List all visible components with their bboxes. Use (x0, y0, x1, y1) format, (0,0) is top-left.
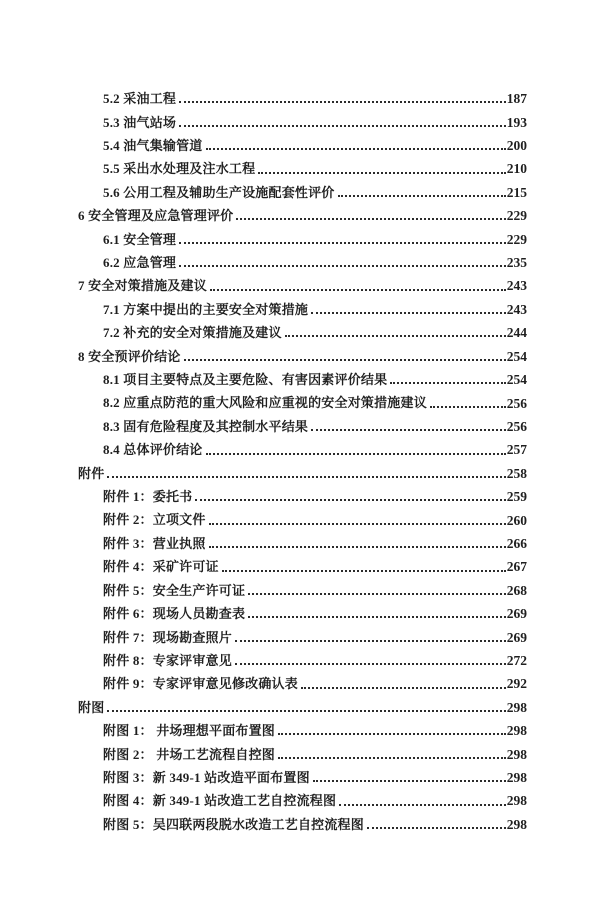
toc-entry-page-number: 292 (506, 676, 527, 692)
toc-entry (78, 248, 527, 271)
toc-entry (78, 107, 527, 130)
toc-entry (78, 435, 527, 458)
toc-entry-label: 8.1 项目主要特点及主要危险、有害因素评价结果 (103, 372, 388, 388)
dot-leader (313, 780, 506, 782)
toc-entry-page-number: 267 (506, 559, 527, 575)
dot-leader (248, 593, 506, 595)
toc-entry-label: 8.3 固有危险程度及其控制水平结果 (103, 418, 309, 434)
dot-leader (184, 359, 506, 361)
toc-entry-label: 8.4 总体评价结论 (103, 442, 203, 458)
dot-leader (285, 335, 506, 337)
dot-leader (278, 733, 506, 735)
dot-leader (210, 289, 506, 291)
toc-entry (78, 552, 527, 575)
dot-leader (278, 757, 506, 759)
toc-entry-page-number: 254 (506, 372, 527, 388)
toc-entry-label: 5.3 油气站场 (103, 114, 177, 130)
toc-entry (78, 318, 527, 341)
dot-leader (248, 616, 506, 618)
toc-entry (78, 622, 527, 645)
toc-entry-label: 附图 3：新 349-1 站改造平面布置图 (103, 769, 310, 785)
dot-leader (430, 406, 506, 408)
toc-entry-label: 6 安全管理及应急管理评价 (78, 208, 234, 224)
toc-entry-label: 6.1 安全管理 (103, 231, 177, 247)
toc-entry-page-number: 256 (506, 395, 527, 411)
table-of-contents (78, 84, 527, 833)
toc-entry (78, 388, 527, 411)
toc-entry (78, 154, 527, 177)
toc-entry-page-number: 243 (506, 301, 527, 317)
toc-entry (78, 693, 527, 716)
dot-leader (236, 218, 505, 220)
toc-entry (78, 669, 527, 692)
toc-entry-label: 附图 1： 井场理想平面布置图 (103, 723, 276, 739)
dot-leader (367, 827, 506, 829)
toc-entry-label: 附件 9：专家评审意见修改确认表 (103, 676, 298, 692)
toc-entry (78, 459, 527, 482)
toc-entry-page-number: 193 (506, 114, 527, 130)
dot-leader (222, 570, 506, 572)
toc-entry-label: 附图 (78, 699, 105, 715)
toc-entry-label: 附件 8：专家评审意见 (103, 652, 232, 668)
toc-entry-label: 5.2 采油工程 (103, 91, 177, 107)
toc-entry-page-number: 229 (506, 231, 527, 247)
dot-leader (311, 429, 506, 431)
toc-entry-label: 附图 5：吴四联两段脱水改造工艺自控流程图 (103, 816, 364, 832)
toc-entry-page-number: 254 (506, 348, 527, 364)
toc-entry-label: 附件 2：立项文件 (103, 512, 206, 528)
toc-entry-page-number: 200 (506, 138, 527, 154)
toc-entry-page-number: 268 (506, 582, 527, 598)
dot-leader (339, 804, 506, 806)
toc-entry-page-number: 298 (506, 746, 527, 762)
dot-leader (338, 195, 506, 197)
toc-entry (78, 529, 527, 552)
toc-entry-page-number: 298 (506, 770, 527, 785)
toc-entry-page-number: 298 (506, 793, 527, 809)
dot-leader (390, 382, 505, 384)
toc-entry (78, 84, 527, 107)
toc-entry (78, 786, 527, 809)
dot-leader (206, 148, 506, 150)
toc-entry (78, 341, 527, 364)
toc-entry-page-number: 243 (506, 278, 527, 294)
toc-entry-label: 附件 6：现场人员勘查表 (103, 606, 246, 622)
toc-entry-label: 6.2 应急管理 (103, 255, 177, 270)
toc-entry-page-number: 269 (506, 606, 527, 622)
toc-entry-label: 附件 4：采矿许可证 (103, 559, 219, 575)
toc-entry-page-number: 229 (506, 208, 527, 224)
toc-entry (78, 763, 527, 786)
toc-entry-label: 7.1 方案中提出的主要安全对策措施 (103, 301, 309, 317)
toc-entry-label: 附件 1：委托书 (103, 489, 193, 505)
toc-entry-page-number: 260 (506, 512, 527, 528)
toc-entry-page-number: 266 (506, 535, 527, 551)
dot-leader (301, 687, 506, 689)
toc-entry-page-number: 298 (506, 699, 527, 715)
toc-entry-label: 7 安全对策措施及建议 (78, 278, 207, 294)
toc-entry (78, 482, 527, 505)
dot-leader (206, 453, 506, 455)
dot-leader (311, 312, 506, 314)
toc-entry-page-number: 298 (506, 723, 527, 739)
toc-entry-label: 5.4 油气集输管道 (103, 137, 203, 153)
toc-entry-page-number: 257 (506, 442, 527, 458)
dot-leader (179, 101, 506, 103)
toc-entry-page-number: 215 (506, 184, 527, 200)
toc-entry (78, 739, 527, 762)
toc-entry-page-number: 258 (506, 465, 527, 481)
dot-leader (195, 499, 505, 501)
dot-leader (179, 125, 506, 127)
dot-leader (235, 663, 506, 665)
toc-entry (78, 295, 527, 318)
toc-entry (78, 599, 527, 622)
toc-entry-page-number: 269 (506, 629, 527, 645)
dot-leader (179, 242, 506, 244)
toc-entry-label: 附件 5：安全生产许可证 (103, 582, 246, 598)
toc-entry-label: 8.2 应重点防范的重大风险和应重视的安全对策措施建议 (103, 395, 427, 411)
toc-entry-page-number: 272 (506, 652, 527, 668)
toc-entry-label: 附图 2： 井场工艺流程自控图 (103, 746, 276, 762)
toc-entry (78, 201, 527, 224)
dot-leader (209, 523, 506, 525)
toc-entry-label: 7.2 补充的安全对策措施及建议 (103, 325, 282, 341)
dot-leader (107, 476, 505, 478)
dot-leader (107, 710, 505, 712)
toc-entry-label: 5.5 采出水处理及注水工程 (103, 161, 256, 177)
toc-entry-label: 附件 (78, 465, 105, 481)
toc-entry-page-number: 244 (506, 325, 527, 341)
toc-entry-page-number: 298 (506, 816, 527, 832)
toc-entry (78, 131, 527, 154)
dot-leader (209, 546, 506, 548)
dot-leader (235, 640, 506, 642)
toc-entry-label: 5.6 公用工程及辅助生产设施配套性评价 (103, 184, 335, 200)
toc-entry-page-number: 187 (506, 91, 527, 107)
toc-entry (78, 716, 527, 739)
toc-entry (78, 810, 527, 833)
toc-entry (78, 576, 527, 599)
toc-entry (78, 365, 527, 388)
toc-entry (78, 646, 527, 669)
dot-leader (258, 172, 505, 174)
toc-entry-label: 附件 7：现场勘查照片 (103, 629, 232, 645)
toc-entry-page-number: 256 (506, 418, 527, 434)
toc-entry (78, 505, 527, 528)
toc-entry-label: 附图 4：新 349-1 站改造工艺自控流程图 (103, 793, 337, 809)
toc-entry-page-number: 235 (506, 255, 527, 271)
toc-entry-page-number: 259 (506, 489, 527, 505)
toc-entry (78, 224, 527, 247)
toc-entry (78, 271, 527, 294)
toc-entry (78, 412, 527, 435)
dot-leader (179, 265, 506, 267)
toc-entry-label: 8 安全预评价结论 (78, 348, 181, 364)
toc-entry-label: 附件 3：营业执照 (103, 535, 206, 551)
toc-entry-page-number: 210 (506, 161, 527, 177)
toc-entry (78, 178, 527, 201)
